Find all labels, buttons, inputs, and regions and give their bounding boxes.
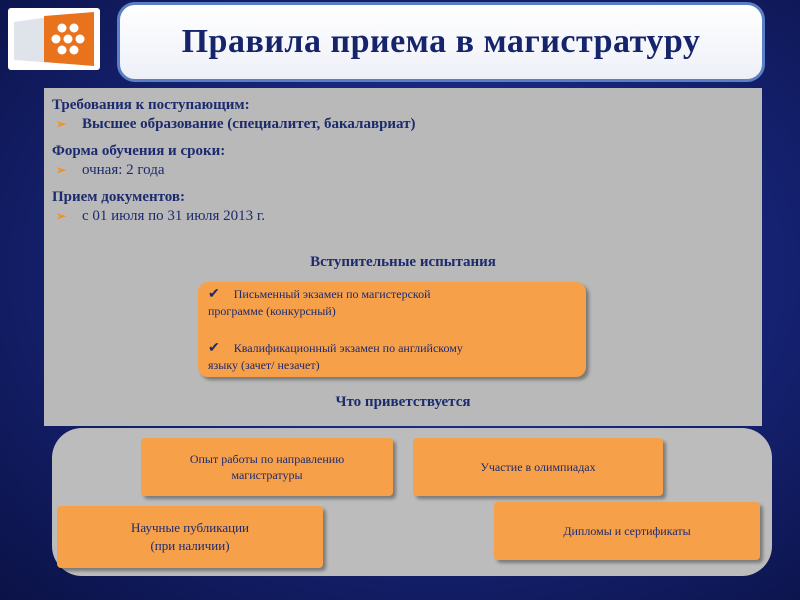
arrow-bullet-icon: ➢ xyxy=(56,163,67,177)
university-logo-icon xyxy=(8,8,100,70)
work-line2: магистратуры xyxy=(231,468,303,482)
study-item xyxy=(52,161,752,180)
requirements-section xyxy=(52,96,752,226)
study-item-text: очная: 2 года xyxy=(82,162,165,178)
study-heading: Форма обучения и сроки: xyxy=(52,143,226,159)
exam2-line2: языку (зачет/ незачет) xyxy=(208,358,320,372)
exam2-line1-text: Квалификационный экзамен по английскому xyxy=(233,341,463,355)
exam1-line1-text: Письменный экзамен по магистерской xyxy=(233,287,431,301)
checkmark-icon: ✔ xyxy=(208,341,220,356)
publications-box xyxy=(57,506,323,568)
diplomas-box xyxy=(494,502,760,560)
applicants-item-text: Высшее образование (специалитет, бакалавриат) xyxy=(82,116,416,132)
exams-heading: Вступительные испытания xyxy=(310,254,496,270)
exam1-line1 xyxy=(208,286,431,303)
arrow-bullet-icon: ➢ xyxy=(56,209,67,223)
documents-heading: Прием документов: xyxy=(52,189,186,205)
exam2-line1 xyxy=(208,340,463,357)
exam1-line2: программе (конкурсный) xyxy=(208,304,336,318)
arrow-bullet-icon: ➢ xyxy=(56,117,67,131)
applicants-item xyxy=(52,115,752,134)
publications-line2: (при наличии) xyxy=(150,538,230,553)
work-experience-box xyxy=(141,438,393,496)
work-line1: Опыт работы по направлению xyxy=(189,452,345,466)
publications-line1: Научные публикации xyxy=(130,520,250,535)
olympiads-box xyxy=(413,438,663,496)
welcome-heading: Что приветствуется xyxy=(335,394,471,410)
documents-item-text: с 01 июля по 31 июля 2013 г. xyxy=(82,208,266,224)
diplomas-text: Дипломы и сертификаты xyxy=(563,524,691,538)
checkmark-icon: ✔ xyxy=(208,287,220,302)
title-banner xyxy=(117,2,765,82)
exams-box xyxy=(198,282,586,377)
applicants-heading: Требования к поступающим: xyxy=(52,97,250,113)
logo xyxy=(8,8,100,70)
page-title: Правила приема в магистратуру xyxy=(181,23,701,60)
documents-item xyxy=(52,207,752,226)
olympiads-text: Участие в олимпиадах xyxy=(480,460,596,474)
